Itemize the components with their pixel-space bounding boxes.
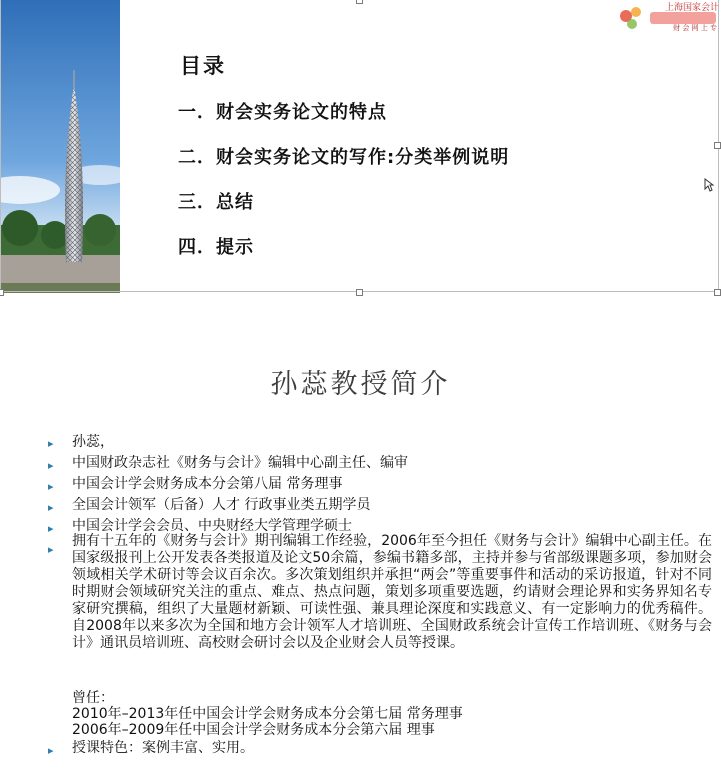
bullet-arrow-icon: ▸: [48, 437, 54, 450]
bullet-text-3: 中国会计学会财务成本分会第八届 常务理事: [72, 476, 343, 492]
bullet-arrow-icon: ▸: [48, 480, 54, 493]
toc-item-1: 一．财会实务论文的特点: [178, 102, 387, 123]
bullet-text-4: 全国会计领军（后备）人才 行政事业类五期学员: [72, 497, 371, 513]
tower-photo: [0, 0, 120, 293]
slide-1[interactable]: [0, 0, 721, 293]
toc-item-3: 三．总结: [178, 192, 254, 213]
history-label: 曾任：: [72, 690, 114, 706]
bullet-text-2: 中国财政杂志社《财务与会计》编辑中心副主任、编审: [72, 455, 408, 471]
experience-paragraph: 拥有十五年的《财务与会计》期刊编辑工作经验，2006年至今担任《财务与会计》编辑中心副主任。在国家级报刊上公开发表各类报道及论文50余篇，参编书籍多部，主持并参与省部级课题多项，参加财会领域相关学术研讨等会议百余次。多次策划组织并承担“两会”等重要事件和活动的采访报道，针对不同时期财会领域研究关注的重点、难点、热点问题，策划多项重要选题，约请财会理论界和实务界知名专家研究撰稿，组织了大量题材新颖、可读性强、兼具理论深度和实践意义、有一定影响力的优秀稿件。自2008年以来多次为全国和地方会计领军人才培训班、全国财政系统会计宣传工作培训班、《财务与会计》通讯员培训班、高校财会研讨会以及企业财会人员等授课。: [72, 533, 712, 651]
bullet-arrow-icon: ▸: [48, 522, 54, 535]
resize-handle-top[interactable]: [356, 0, 363, 4]
history-item-2: 2006年–2009年任中国会计学会财务成本分会第六届 理事: [72, 722, 435, 738]
bullet-arrow-icon: ▸: [48, 459, 54, 472]
toc-item-4: 四．提示: [178, 237, 254, 258]
bullet-text-last: 授课特色：案例丰富、实用。: [72, 740, 254, 756]
institute-logo: [612, 0, 721, 34]
resize-handle-bottom-left[interactable]: [0, 289, 4, 296]
bullet-text-5: 中国会计学会会员、中央财经大学管理学硕士: [72, 518, 352, 534]
bullet-arrow-icon: ▸: [48, 501, 54, 514]
resize-handle-right[interactable]: [714, 142, 721, 149]
bullet-arrow-icon: ▸: [48, 543, 54, 556]
mouse-cursor-icon: [704, 178, 714, 192]
bullet-arrow-icon: ▸: [48, 744, 54, 757]
resize-handle-bottom-right[interactable]: [714, 289, 721, 296]
logo-subtext: 财 会 网 上 专: [673, 24, 717, 32]
profile-title: 孙蕊教授简介: [270, 369, 451, 400]
bullet-text-1: 孙蕊，: [72, 434, 114, 450]
toc-item-2: 二．财会实务论文的写作:分类举例说明: [178, 147, 510, 168]
resize-handle-bottom[interactable]: [356, 289, 363, 296]
toc-title: 目录: [180, 54, 226, 78]
history-item-1: 2010年–2013年任中国会计学会财务成本分会第七届 常务理事: [72, 706, 463, 722]
logo-text: 上海国家会计: [664, 3, 719, 13]
